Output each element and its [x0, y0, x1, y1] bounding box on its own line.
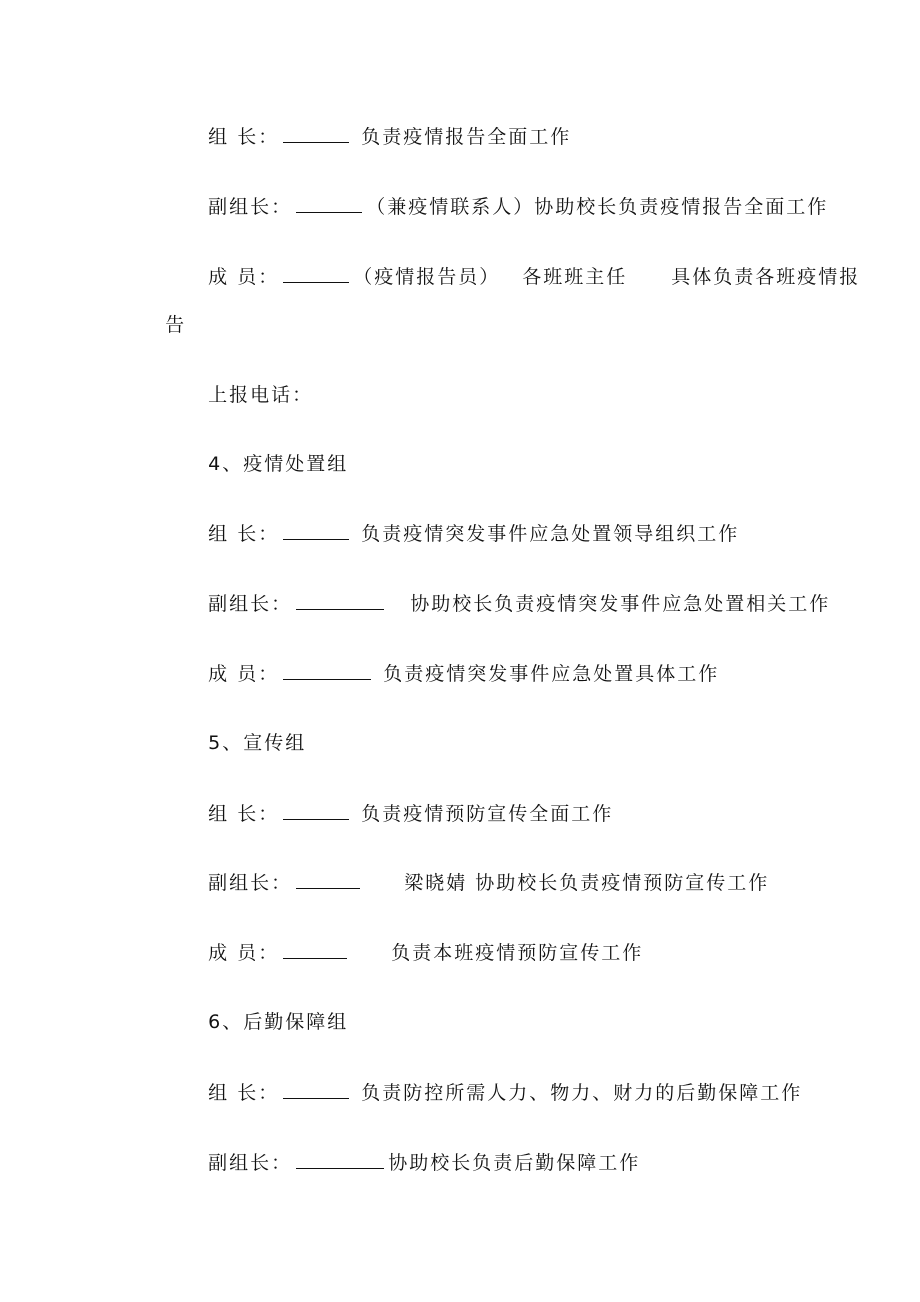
- name-blank: [296, 1150, 384, 1169]
- report-phone-line: [176, 359, 313, 431]
- duty-text: 协助校长负责后勤保障工作: [388, 1152, 641, 1174]
- member-group: 各班班主任: [522, 266, 628, 288]
- role-label: 组 长：: [208, 803, 280, 825]
- role-label: 副组长：: [208, 872, 293, 894]
- report-phone-label: 上报电话：: [208, 384, 314, 406]
- role-label: 副组长：: [208, 1152, 293, 1174]
- leader-line-disposal: [176, 497, 739, 570]
- role-label: 成 员：: [208, 663, 280, 685]
- leader-line-logistics: [176, 1056, 802, 1129]
- duty-text: 协助校长负责疫情突发事件应急处置相关工作: [410, 593, 831, 615]
- section-heading-logistics: [176, 986, 348, 1058]
- role-label: 组 长：: [208, 126, 280, 148]
- deputy-name: 梁晓婧: [404, 872, 468, 894]
- section-title: 4、疫情处置组: [208, 453, 349, 475]
- deputy-line-logistics: [176, 1126, 640, 1199]
- name-blank: [296, 591, 384, 610]
- duty-text: （兼疫情联系人）协助校长负责疫情报告全面工作: [366, 196, 829, 218]
- section-title: 5、宣传组: [208, 732, 307, 754]
- name-blank: [296, 194, 362, 213]
- member-line-report: [176, 240, 860, 313]
- deputy-line-publicity: [176, 846, 769, 919]
- member-line-disposal: [176, 637, 719, 710]
- role-label: 副组长：: [208, 593, 293, 615]
- duty-text: 负责本班疫情预防宣传工作: [391, 942, 644, 964]
- role-label: 副组长：: [208, 196, 293, 218]
- name-blank: [296, 870, 360, 889]
- duty-text-continued: 告: [165, 314, 187, 336]
- section-title: 6、后勤保障组: [208, 1011, 349, 1033]
- name-blank: [283, 264, 349, 283]
- member-line-report-wrap: [133, 289, 186, 361]
- role-note: （疫情报告员）: [353, 266, 501, 288]
- name-blank: [283, 1080, 349, 1099]
- name-blank: [283, 661, 371, 680]
- duty-text: 协助校长负责疫情预防宣传工作: [475, 872, 770, 894]
- duty-text: 负责疫情预防宣传全面工作: [361, 803, 614, 825]
- duty-text: 具体负责各班疫情报: [671, 266, 861, 288]
- duty-text: 负责疫情突发事件应急处置领导组织工作: [361, 523, 740, 545]
- role-label: 成 员：: [208, 942, 280, 964]
- role-label: 成 员：: [208, 266, 280, 288]
- name-blank: [283, 940, 347, 959]
- duty-text: 负责防控所需人力、物力、财力的后勤保障工作: [361, 1082, 803, 1104]
- name-blank: [283, 521, 349, 540]
- leader-line-report: [176, 100, 571, 173]
- leader-line-publicity: [176, 777, 613, 850]
- deputy-line-report: [176, 170, 828, 243]
- section-heading-disposal: [176, 428, 348, 500]
- name-blank: [283, 124, 349, 143]
- duty-text: 负责疫情报告全面工作: [361, 126, 572, 148]
- role-label: 组 长：: [208, 523, 280, 545]
- deputy-line-disposal: [176, 567, 830, 640]
- name-blank: [283, 801, 349, 820]
- member-line-publicity: [176, 916, 643, 989]
- role-label: 组 长：: [208, 1082, 280, 1104]
- duty-text: 负责疫情突发事件应急处置具体工作: [383, 663, 720, 685]
- section-heading-publicity: [176, 707, 306, 779]
